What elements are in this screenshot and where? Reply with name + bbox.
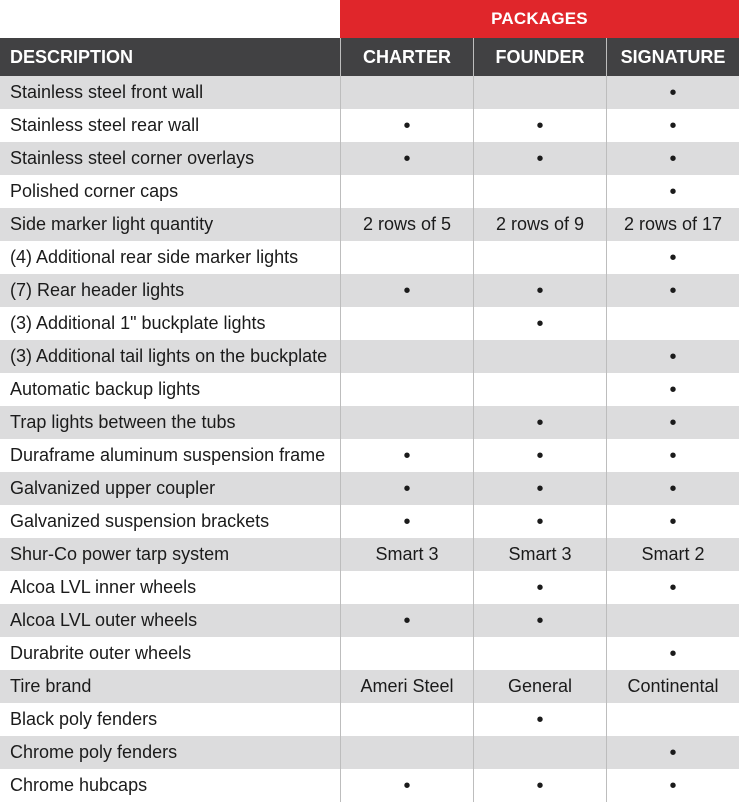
column-header-signature: SIGNATURE [606,38,739,76]
cell-founder: • [473,604,606,637]
cell-founder: 2 rows of 9 [473,208,606,241]
packages-banner-row [0,0,739,38]
cell-signature: • [606,175,739,208]
table-row [0,604,739,637]
cell-founder: • [473,571,606,604]
table-row [0,241,739,274]
row-description: Polished corner caps [10,181,179,201]
row-description: Stainless steel front wall [10,82,204,102]
cell-charter: 2 rows of 5 [340,208,473,241]
blank-corner [0,0,340,38]
row-description: Stainless steel corner overlays [10,148,255,168]
cell-founder: • [473,109,606,142]
table-row [0,109,739,142]
table-row [0,373,739,406]
cell-charter [340,736,473,769]
cell-signature: • [606,142,739,175]
cell-founder: Smart 3 [473,538,606,571]
cell-charter [340,76,473,109]
cell-founder [473,340,606,373]
cell-charter [340,175,473,208]
row-description: Alcoa LVL outer wheels [10,610,198,630]
cell-signature [606,703,739,736]
cell-founder [473,76,606,109]
cell-founder [473,241,606,274]
table-body [0,76,739,802]
row-description: (3) Additional 1" buckplate lights [10,313,266,333]
row-description: Stainless steel rear wall [10,115,200,135]
cell-charter: • [340,472,473,505]
table-row [0,307,739,340]
cell-signature [606,604,739,637]
row-description: Automatic backup lights [10,379,201,399]
cell-signature: • [606,505,739,538]
row-description: (7) Rear header lights [10,280,185,300]
table-row [0,274,739,307]
cell-founder: • [473,307,606,340]
cell-charter: • [340,769,473,802]
cell-founder [473,637,606,670]
cell-founder: • [473,505,606,538]
column-header-charter: CHARTER [340,38,473,76]
cell-founder: • [473,439,606,472]
cell-founder [473,736,606,769]
cell-charter: Ameri Steel [340,670,473,703]
cell-founder [473,175,606,208]
row-description: Shur-Co power tarp system [10,544,230,564]
cell-signature: • [606,274,739,307]
cell-founder: • [473,472,606,505]
cell-signature: • [606,571,739,604]
cell-signature: • [606,406,739,439]
column-header-row [0,38,739,76]
row-description: Black poly fenders [10,709,158,729]
row-description: Galvanized suspension brackets [10,511,270,531]
table-row [0,505,739,538]
table-row [0,736,739,769]
cell-signature: • [606,373,739,406]
cell-charter [340,406,473,439]
cell-founder: • [473,142,606,175]
row-description: (3) Additional tail lights on the buckplate [10,346,328,366]
cell-charter [340,373,473,406]
column-header-description: DESCRIPTION [10,46,134,67]
table-row [0,703,739,736]
cell-signature: • [606,637,739,670]
row-description: Side marker light quantity [10,214,214,234]
cell-charter: • [340,505,473,538]
cell-signature: • [606,340,739,373]
row-description: Chrome hubcaps [10,775,148,795]
cell-founder: • [473,769,606,802]
cell-founder: • [473,703,606,736]
table-row [0,637,739,670]
row-description: (4) Additional rear side marker lights [10,247,299,267]
cell-charter: Smart 3 [340,538,473,571]
cell-founder: • [473,274,606,307]
cell-charter: • [340,274,473,307]
table-row [0,472,739,505]
table-row [0,571,739,604]
cell-signature: • [606,769,739,802]
cell-signature: • [606,736,739,769]
table-row [0,439,739,472]
cell-charter: • [340,439,473,472]
row-description: Duraframe aluminum suspension frame [10,445,326,465]
cell-signature: • [606,109,739,142]
cell-signature: • [606,241,739,274]
cell-charter [340,340,473,373]
table-row [0,208,739,241]
row-description: Alcoa LVL inner wheels [10,577,197,597]
cell-signature [606,307,739,340]
row-description: Trap lights between the tubs [10,412,236,432]
row-description: Tire brand [10,676,92,696]
cell-charter: • [340,109,473,142]
cell-signature: • [606,472,739,505]
cell-signature: Smart 2 [606,538,739,571]
packages-title: PACKAGES [340,0,739,38]
table-row [0,76,739,109]
table-row [0,142,739,175]
cell-founder: General [473,670,606,703]
cell-charter: • [340,142,473,175]
row-description: Durabrite outer wheels [10,643,192,663]
cell-charter [340,571,473,604]
row-description: Chrome poly fenders [10,742,178,762]
cell-signature: • [606,76,739,109]
table-row [0,769,739,802]
cell-founder [473,373,606,406]
cell-signature: • [606,439,739,472]
table-row [0,340,739,373]
table-row [0,406,739,439]
table-row [0,538,739,571]
row-description: Galvanized upper coupler [10,478,216,498]
cell-signature: Continental [606,670,739,703]
table-row [0,670,739,703]
cell-charter [340,637,473,670]
cell-charter [340,241,473,274]
cell-charter [340,703,473,736]
column-header-founder: FOUNDER [473,38,606,76]
cell-charter [340,307,473,340]
cell-signature: 2 rows of 17 [606,208,739,241]
cell-charter: • [340,604,473,637]
cell-founder: • [473,406,606,439]
table-row [0,175,739,208]
